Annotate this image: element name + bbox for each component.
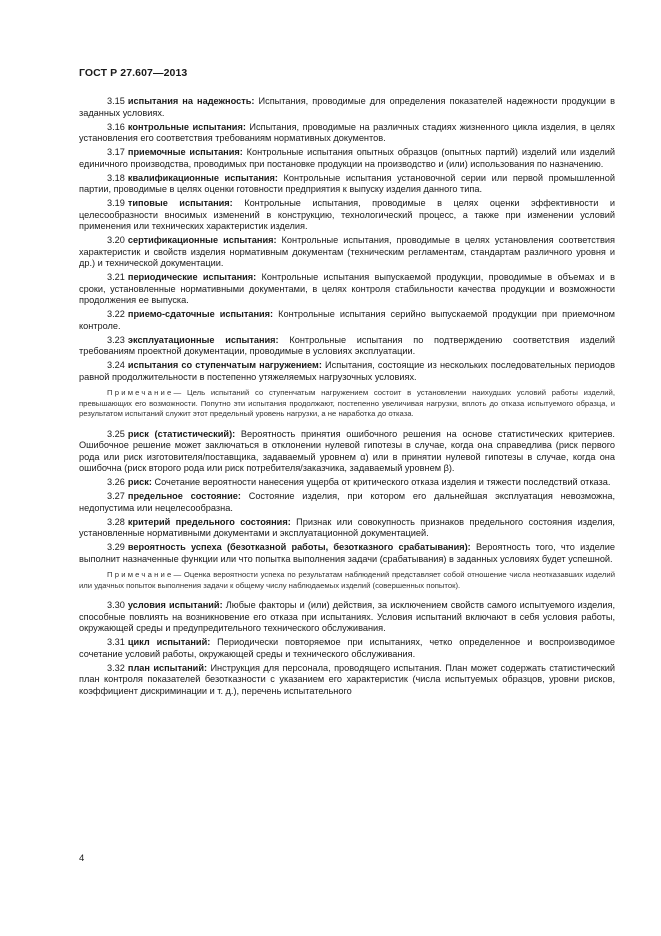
term-definition: [79, 122, 615, 145]
term-title: план испытаний:: [127, 662, 208, 673]
term-number: 3.25: [107, 428, 125, 439]
term-number: 3.32: [107, 662, 125, 673]
term-text: Контрольные испытания опытных образцов (опытных партий) изделий или изделий единичного производства, проводимых при постановке продукции на производство и (или) использования по назначению.: [79, 147, 615, 169]
term-text: Вероятность принятия ошибочного решения на основе статистических критериев. Ошибочное решение может заключаться в отклонении нулевой гипотезы в случае, когда она справедлива (риск первого рода или риск изготовителя/поставщика, задаваемый уровнем α) или в принятии нулевой гипотезы в случае, когда она ошибочна (риск второго рода или риск потребителя/заказчика, задаваемый уровнем β).: [79, 428, 615, 473]
term-definition: [79, 235, 615, 270]
term-text: Состояние изделия, при котором его дальнейшая эксплуатация невозможна, недопустима или нецелесообразна.: [79, 491, 615, 513]
term-title: сертификационные испытания:: [127, 235, 277, 245]
term-number: 3.29: [107, 542, 125, 552]
term-title: эксплуатационные испытания:: [127, 334, 279, 345]
note-label: Примечание: [107, 388, 174, 397]
term-list: [79, 600, 615, 697]
term-list: [79, 429, 615, 566]
term-title: испытания со ступенчатым нагружением:: [127, 360, 322, 370]
term-number: 3.31: [107, 637, 125, 647]
term-number: 3.23: [107, 334, 125, 345]
note-label: Примечание: [107, 570, 174, 579]
term-title: испытания на надежность:: [127, 96, 255, 106]
term-title: риск (статистический):: [127, 428, 236, 439]
page-number: 4: [79, 853, 85, 864]
term-number: 3.20: [107, 235, 125, 245]
term-definition: [79, 477, 615, 489]
term-title: вероятность успеха (безотказной работы, безотказного срабатывания):: [127, 542, 471, 552]
term-title: периодические испытания:: [127, 272, 257, 282]
note-paragraph: [79, 570, 615, 591]
term-text: Вероятность того, что изделие выполнит назначенные функции или что попытка выполнения задачи (срабатывания) в заданных условиях будет успешной.: [79, 542, 615, 564]
term-definition: [79, 335, 615, 358]
term-definition: [79, 309, 615, 332]
term-title: предельное состояние:: [127, 491, 241, 501]
term-text: Контрольные испытания установочной серии или первой промышленной партии, проводимые в целях оценки готовности предприятия к выпуску изделия данного типа.: [79, 172, 615, 194]
term-title: условия испытаний:: [127, 600, 223, 610]
term-definition: [79, 147, 615, 170]
term-text: Контрольные испытания, проводимые в целях установления соответствия характеристик и свойств изделия нормативным документам (техническим регламентам, стандартам различного уровня и др.) и технической документации.: [79, 235, 615, 268]
term-text: Контрольные испытания по подтверждению соответствия изделий требованиям проектной документации, проводимые в условиях эксплуатации.: [79, 334, 616, 356]
note-text: — Оценка вероятности успеха по результатам наблюдений представляет собой отношение числа неотказавших изделий или удачных попыток выполнения задачи к общему числу наблюдаемых изделий (совершенных попыток).: [79, 570, 615, 590]
term-title: типовые испытания:: [127, 198, 233, 208]
term-definition: [79, 272, 615, 307]
term-text: Контрольные испытания серийно выпускаемой продукции при приемочном контроле.: [79, 309, 615, 331]
term-definition: [79, 96, 615, 119]
term-definition: [79, 517, 615, 540]
term-text: Периодически повторяемое при испытаниях, четко определенное и воспроизводимое сочетание условий работы, окружающей среды и технического обслуживания.: [79, 637, 615, 659]
term-number: 3.28: [107, 516, 125, 527]
document-body: [79, 96, 615, 700]
term-text: Контрольные испытания, проводимые в целях оценки эффективности и целесообразности вносимых изменений в конструкцию, технологический процесс, а также при изменении условий применения или технических характеристик изделия.: [79, 198, 615, 231]
term-definition: [79, 663, 615, 698]
term-text: Признак или совокупность признаков предельного состояния изделия, установленные нормативными документами и эксплуатационной документацией.: [79, 516, 615, 538]
term-number: 3.18: [107, 172, 125, 183]
term-definition: [79, 491, 615, 514]
term-number: 3.26: [107, 477, 125, 487]
term-text: Сочетание вероятности нанесения ущерба от критического отказа изделия и тяжести последствий отказа.: [154, 477, 611, 487]
term-number: 3.22: [107, 309, 125, 319]
term-title: критерий предельного состояния:: [127, 516, 291, 527]
term-definition: [79, 600, 615, 635]
term-text: Любые факторы и (или) действия, за исключением свойств самого испытуемого изделия, способные повлиять на возникновение его отказа при испытаниях. Условия испытаний включают в себя условия работы, окружающей среды и предупредительного технического обслуживания.: [79, 600, 616, 633]
term-number: 3.17: [107, 147, 125, 157]
term-text: Контрольные испытания выпускаемой продукции, проводимые в объемах и в сроки, установленные нормативными документами, в целях контроля стабильности качества продукции и возможности продолжения ее выпуска.: [79, 272, 615, 305]
term-text: Испытания, проводимые для определения показателей надежности продукции в заданных условиях.: [79, 96, 615, 118]
term-number: 3.19: [107, 198, 125, 208]
term-number: 3.15: [107, 96, 125, 106]
term-text: Инструкция для персонала, проводящего испытания. План может содержать статистический план контроля показателей безотказности с указанием его характеристик (числа испытуемых образцов, уровни рисков, коэффициент дискриминации и т. д.), перечень испытательного: [79, 662, 615, 696]
term-number: 3.27: [107, 491, 125, 501]
term-list: [79, 96, 615, 383]
term-text: Испытания, проводимые на различных стадиях жизненного цикла изделия, в целях установления его соответствия требованиям нормативных документов.: [79, 121, 615, 143]
term-number: 3.24: [107, 360, 125, 370]
term-definition: [79, 173, 615, 196]
term-title: квалификационные испытания:: [127, 172, 278, 183]
page-header: ГОСТ Р 27.607—2013: [79, 67, 188, 79]
term-title: контрольные испытания:: [127, 121, 246, 132]
term-title: приемо-сдаточные испытания:: [127, 309, 274, 319]
term-definition: [79, 542, 615, 565]
term-number: 3.16: [107, 121, 125, 132]
term-title: риск:: [127, 477, 152, 487]
term-number: 3.30: [107, 600, 125, 610]
term-definition: [79, 637, 615, 660]
note-text: — Цель испытаний со ступенчатым нагружением состоит в установлении наихудших условий работы изделий, превышающих его возможности. Попутно эти испытания продолжают, постепенно увеличивая нагрузки, вплоть до отказа испытуемого образца, и результатом испытаний служит этот предельный уровень нагрузки, а не наработка до отказа.: [79, 388, 615, 418]
term-definition: [79, 360, 615, 383]
term-title: цикл испытаний:: [127, 637, 211, 647]
term-definition: [79, 198, 615, 233]
term-number: 3.21: [107, 272, 125, 282]
note-paragraph: [79, 388, 615, 420]
term-title: приемочные испытания:: [127, 147, 243, 157]
term-text: Испытания, состоящие из нескольких последовательных периодов равной продолжительности в постепенно утяжеляемых нагрузочных условиях.: [79, 360, 615, 382]
term-definition: [79, 429, 615, 475]
